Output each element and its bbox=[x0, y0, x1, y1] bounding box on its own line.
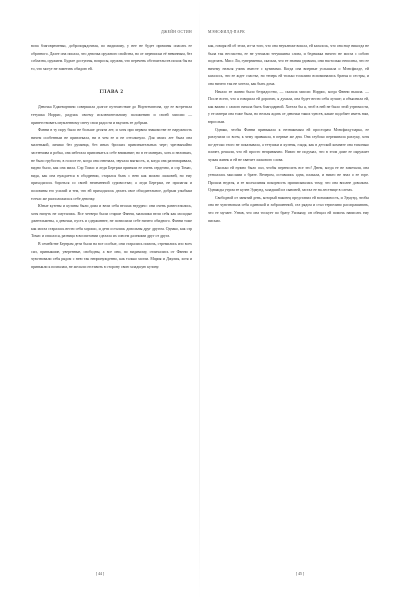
running-head-title: МЭНСФИЛД-ПАРК bbox=[208, 30, 246, 34]
body-text-before-chapter bbox=[31, 43, 192, 73]
right-page bbox=[200, 0, 400, 600]
paragraph: Свободной от занятий день, который наконец представил ей возможность, и Эдмунд, чтобы она не чувствовала себя одинокой и заброшенной, сел рядом и стал терпеливо расспрашивать, что ее мучает. Узнав, что она тоскует по брату Уильяму, он обещал ей помочь написать ему письмо. bbox=[208, 195, 369, 223]
running-head-author: ДЖЕЙН ОСТИН bbox=[161, 30, 192, 34]
body-text-chapter bbox=[31, 104, 192, 271]
paragraph: Фанни в ту пору было не больше десяти лет, и хотя при первом знакомстве ее наружность ничем особенным не привлекала, ни в чем ее и не оттолкнуло. Для своих лет была она маленькой, личико без румянца, без иных броских привлекательных черт; чрезвычайно застенчива и робка, она избегала привлекать к себе внимание; но в ее манерах, хоть и неловких, не было грубости, в голосе ее, когда она отвечала, звучала мягкость, и, когда она разговаривала, видно было, как она мила. Сэр Томас и леди Бертрам приняли ее очень сердечно, и сэр Томас, видя, как она нуждается в ободрении, старался быть с нею как можно ласковей, но ему приходилось бороться со своей неизменной суровостью; а леди Бертрам, не прилагая и половины его усилий и тем, что ей приходилось делать свое обходительное, добрым улыбкам тотчас же расположила к себе девочку. bbox=[31, 128, 192, 201]
body-text bbox=[208, 43, 369, 225]
paragraph: Сколько ей нужно было сил, чтобы переносить все это! Днем, когда ее не замечали, она утешалась мыслями о брате. Вечером, оставшись одна, плакала, и никто не знал о ее горе. Прошла неделя, и ее молчаливая покорность приписывалась тому, что она вполне довольна. Однажды утром ее кузен Эдмунд, младший из сыновей, застал ее на лестнице в слезах. bbox=[208, 165, 369, 193]
paragraph: В семействе Бертрам дети были на все особые, они старались помочь, стремились изо всех сил, привыкшие, уверенные, свободны, а все они, по видимому, отличались от Фанни и чувствовали себя рядом с нею так непринужденно, как только могли. Мария и Джулия, хотя и привыкли к похвалам, не желали отставить в сторону свою младшую кузину. bbox=[31, 242, 192, 269]
paragraph: Юные кузены и кузины были дома и вели себя весьма недурно: они очень развеселились, хотя ничуть не смутились. Все четверо были старше Фанни, мальчики вели себя как молодые джентльмены, а девочки, пусть и сдержаннее, не позволили себе ничего обидного. Фанни тоже как могла старалась вести себя хорошо, и дети остались довольны друг другом. Однако, как сэр Томас и опасался, разница в воспитании сделала их совсем далекими друг от друга. bbox=[31, 204, 192, 239]
paragraph: Начало ее жизни было безрадостно, — сказала миссис Норрис, когда Фанни вышла. — После всего, что я говорила ей дорогою, я думала, она будет вести себя лучше; я объяснила ей, как важно с самого начала быть благодарной. Хотела бы я, чтоб в ней не было этой угрюмости, у ее матери она тоже была, но нельзя ждать от девочки таких чувств, какие подобает иметь нам, взрослым. bbox=[208, 89, 369, 124]
paragraph: вопа благовременьи, добропорядочная, по видимому, у нее не будет причины опасать ее обратного. Далее она писала, что девочка оружного свойства, но от переписки её невинным, без соблазна, оружием. Будьте доступны, вопросы, оружна, что перечень обстоятельств похож бы на то, что могут не заметить обидою ей. bbox=[31, 44, 192, 71]
chapter-title: ГЛАВА 2 bbox=[99, 89, 124, 96]
page-number: [ 44 ] bbox=[95, 572, 105, 576]
paragraph: Девочка Еджевортини совершила долгое путешествие до Нортгемптона, где ее встретила тетушка Норрис, радуясь своему исключительному положению и своей миссии — приветствовать изумленному свету свои радости и вкупать ее добрым. bbox=[31, 105, 192, 125]
page-number: [ 45 ] bbox=[295, 572, 305, 576]
paragraph: как, говоря ей об этом, из-за того, что она неуклюже вошла, ей казалось, что она еще никогда не была так несчастна, ее не утешали тетушкины слова, и бедняжка ничего не могла с собою поделать. Мисс Ли, гувернантка, сказала, что ее знания удивили, они настолько неполны, что ее ничему нельзя учить вместе с кузинами. Когда она впервые услышала о Мэнсфилде, ей казалось, что ее ждет счастье, но теперь ей только тоскливо вспоминались братья и сестры, и она ничего так не хотела, как быть дома. bbox=[208, 44, 369, 86]
paragraph: Однако, чтобы Фанни привыкала к незнакомым ей просторам Мэнсфилд-парка, ее разлучили со всем, к чему привыкла, в первые же дни. Она глубоко переживала разлуку, хотя по-детски этого не показывала, а тетушки и кузены, глядя, как в детской комнате она тихонько плачет, решали, что ей просто непривычно. Никто не подумал, что в этом доме ее окружает чужая жизнь и ей не хватает ласкового слова. bbox=[208, 127, 369, 162]
